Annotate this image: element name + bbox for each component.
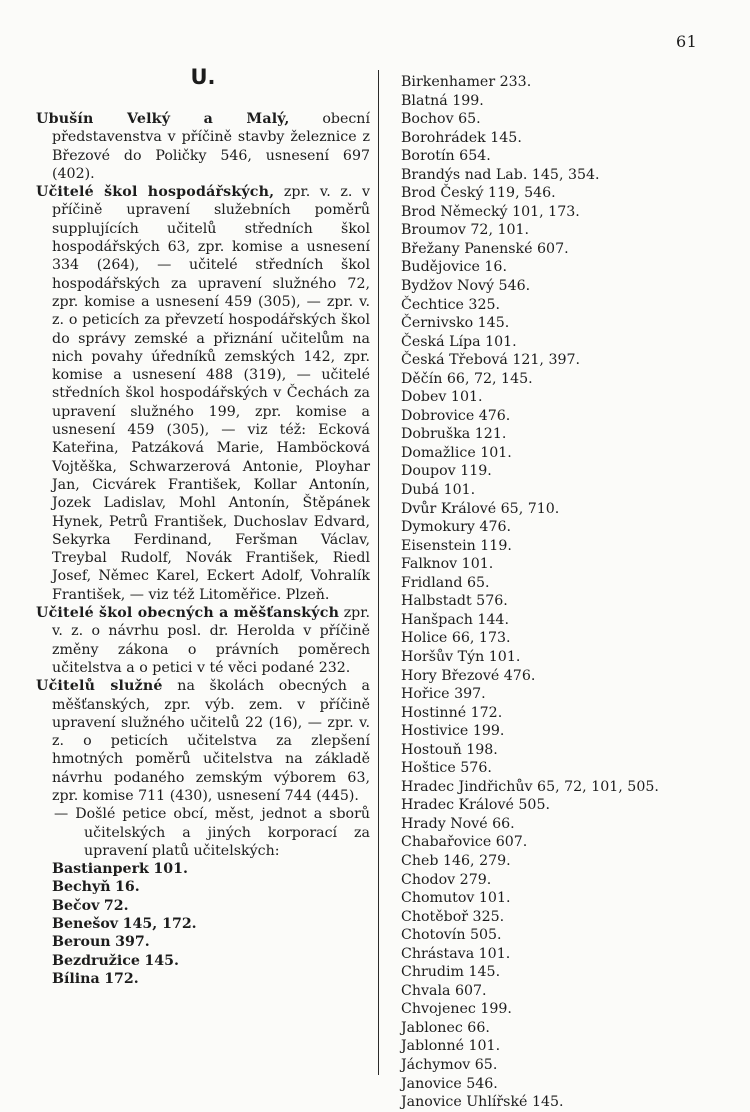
entry-text: obecní představenstva v příčině stavby železnice z Březové do Poličky 546, usnesení 697 (402). xyxy=(52,111,370,182)
list-item: Hostinné 172. xyxy=(401,704,503,721)
place-refs: 72. xyxy=(103,897,129,914)
list-item: Birkenhamer 233. xyxy=(401,74,532,90)
list-item xyxy=(52,970,370,988)
list-item: Hoštice 576. xyxy=(401,760,492,777)
entry-text: zpr. v. z. v příčině upravení služebních poměrů supplujících učitelů středních škol hospodářských 63, zpr. komise a usnesení 334 (264), — učitelé středních škol hospodářských za upravení služného 72, zpr. komise a usnesení 459 (305), — zpr. v. z. o peticích za převzetí hospodářských škol do správy zemské a přiznání učitelům na nich povahy úředníků zemských 142, zpr. komise a usnesení 488 (319), — učitelé středních škol hospodářských v Čechách za upravení služného 199, zpr. komise a usnesení 459 (305), — viz též: Ecková Kateřina, Patzáková Marie, Hamböcková Vojtěška, Schwarzerová Antonie, Ployhar Jan, Cicvárek František, Kollar Antonín, Jozek Ladislav, Mohl Antonín, Štěpánek Hynek, Petrů František, Duchoslav Edvard, Sekyrka Ferdinand, Feršman Václav, Treybal Rudolf, Novák František, Riedl Josef, Němec Karel, Eckert Adolf, Vohralík František, — viz též Litoměřice. Plzeň. xyxy=(52,184,370,603)
place-name: Bečov xyxy=(52,897,100,914)
list-item: Děčín 66, 72, 145. xyxy=(401,370,533,387)
list-item: Hostivice 199. xyxy=(401,723,505,740)
list-item: Doupov 119. xyxy=(401,463,492,480)
index-entry xyxy=(36,110,370,183)
right-column xyxy=(401,73,743,1112)
list-item: Chvojenec 199. xyxy=(401,1001,512,1018)
letter-heading: U. xyxy=(190,65,216,89)
list-item: Broumov 72, 101. xyxy=(401,222,530,239)
list-item: Česká Třebová 121, 397. xyxy=(401,352,581,369)
list-item: Hořice 397. xyxy=(401,686,486,703)
list-item: Hradec Jindřichův 65, 72, 101, 505. xyxy=(401,778,659,795)
list-item xyxy=(52,952,370,970)
place-name: Benešov xyxy=(52,916,119,933)
list-item xyxy=(52,933,370,951)
sub-entry: — Došlé petice obcí, měst, jednot a sborů učitelských a jiných korporací za upravení platů učitelských: xyxy=(54,806,370,859)
place-index-list xyxy=(401,73,743,1112)
list-item: Břežany Panenské 607. xyxy=(401,240,569,257)
index-entry xyxy=(36,677,370,805)
list-item: Chodov 279. xyxy=(401,871,492,888)
entry-text: zpr. v. z. o návrhu posl. dr. Herolda v příčině změny zákona o právních poměrech učitelstva a o petici v té věci podané 232. xyxy=(52,605,370,676)
place-refs: 397. xyxy=(115,934,150,951)
list-item xyxy=(52,897,370,915)
list-item: Dobev 101. xyxy=(401,389,483,406)
entry-text: na školách obecných a měšťanských, zpr. výb. zem. v příčině upravení služného učitelů 22 (16), — zpr. v. z. o peticích učitelstva za zlepšení hmotných poměrů učitelstva na základě návrhu podaného zemským výborem 63, zpr. komise 711 (430), usnesení 744 (445). xyxy=(52,678,370,804)
list-item xyxy=(52,860,370,878)
list-item: Brandýs nad Lab. 145, 354. xyxy=(401,166,600,183)
place-refs: 101. xyxy=(153,861,188,878)
list-item xyxy=(52,878,370,896)
list-item: Česká Lípa 101. xyxy=(401,333,517,350)
index-entry xyxy=(36,183,370,604)
list-item: Domažlice 101. xyxy=(401,444,512,461)
place-refs: 145. xyxy=(144,952,179,969)
list-item: Hradec Králové 505. xyxy=(401,797,550,814)
place-list xyxy=(36,860,370,988)
list-item: Janovice Uhlířské 145. xyxy=(401,1094,564,1111)
list-item: Bochov 65. xyxy=(401,111,481,128)
list-item: Hostouň 198. xyxy=(401,741,498,758)
place-name: Bechyň xyxy=(52,879,111,896)
list-item: Bydžov Nový 546. xyxy=(401,278,531,295)
list-item: Horšův Týn 101. xyxy=(401,648,521,665)
place-refs: 16. xyxy=(115,879,140,896)
index-entry xyxy=(36,604,370,677)
list-item: Cheb 146, 279. xyxy=(401,852,511,869)
list-item xyxy=(52,915,370,933)
list-item: Chvala 607. xyxy=(401,982,487,999)
entry-term: Učitelé škol hospodářských, xyxy=(36,184,275,201)
entry-term: Ubušín Velký a Malý, xyxy=(36,111,290,127)
list-item: Chotěboř 325. xyxy=(401,908,505,925)
list-item: Budějovice 16. xyxy=(401,259,507,276)
place-name: Bílina xyxy=(52,970,100,987)
list-item: Halbstadt 576. xyxy=(401,593,508,610)
entry-term: Učitelů služné xyxy=(36,678,163,695)
list-item: Eisenstein 119. xyxy=(401,537,512,554)
list-item: Chotovín 505. xyxy=(401,927,502,944)
list-item: Černivsko 145. xyxy=(401,315,510,332)
entry-term: Učitelé škol obecných a měšťanských xyxy=(36,605,340,622)
list-item: Chomutov 101. xyxy=(401,890,511,907)
list-item: Chabařovice 607. xyxy=(401,834,528,851)
list-item: Hanšpach 144. xyxy=(401,611,509,628)
list-item: Dvůr Králové 65, 710. xyxy=(401,500,560,517)
list-item: Fridland 65. xyxy=(401,574,490,591)
list-item: Chrudim 145. xyxy=(401,964,501,981)
list-item: Chrástava 101. xyxy=(401,945,511,962)
list-item: Dobruška 121. xyxy=(401,426,507,443)
list-item: Janovice 546. xyxy=(401,1075,498,1092)
list-item: Jablonec 66. xyxy=(401,1019,490,1036)
list-item: Blatná 199. xyxy=(401,92,484,109)
list-item: Hrady Nové 66. xyxy=(401,815,515,832)
list-item: Borohrádek 145. xyxy=(401,129,522,146)
list-item: Čechtice 325. xyxy=(401,296,501,313)
list-item: Dubá 101. xyxy=(401,482,476,499)
list-item: Jablonné 101. xyxy=(401,1038,501,1055)
list-item: Brod Český 119, 546. xyxy=(401,185,556,202)
place-refs: 145, 172. xyxy=(122,916,197,933)
list-item: Holice 66, 173. xyxy=(401,630,511,647)
list-item: Dobrovice 476. xyxy=(401,407,511,424)
place-name: Bezdružice xyxy=(52,952,140,969)
list-item: Falknov 101. xyxy=(401,556,494,573)
place-name: Bastianperk xyxy=(52,861,149,878)
left-column xyxy=(36,66,370,988)
list-item: Dymokury 476. xyxy=(401,519,512,536)
column-divider xyxy=(378,70,379,1075)
place-refs: 172. xyxy=(104,970,139,987)
list-item: Jáchymov 65. xyxy=(401,1056,498,1073)
place-name: Beroun xyxy=(52,934,111,951)
list-item: Borotín 654. xyxy=(401,148,491,165)
list-item: Hory Březové 476. xyxy=(401,667,536,684)
list-item: Brod Německý 101, 173. xyxy=(401,203,580,220)
page-number: 61 xyxy=(676,32,698,51)
